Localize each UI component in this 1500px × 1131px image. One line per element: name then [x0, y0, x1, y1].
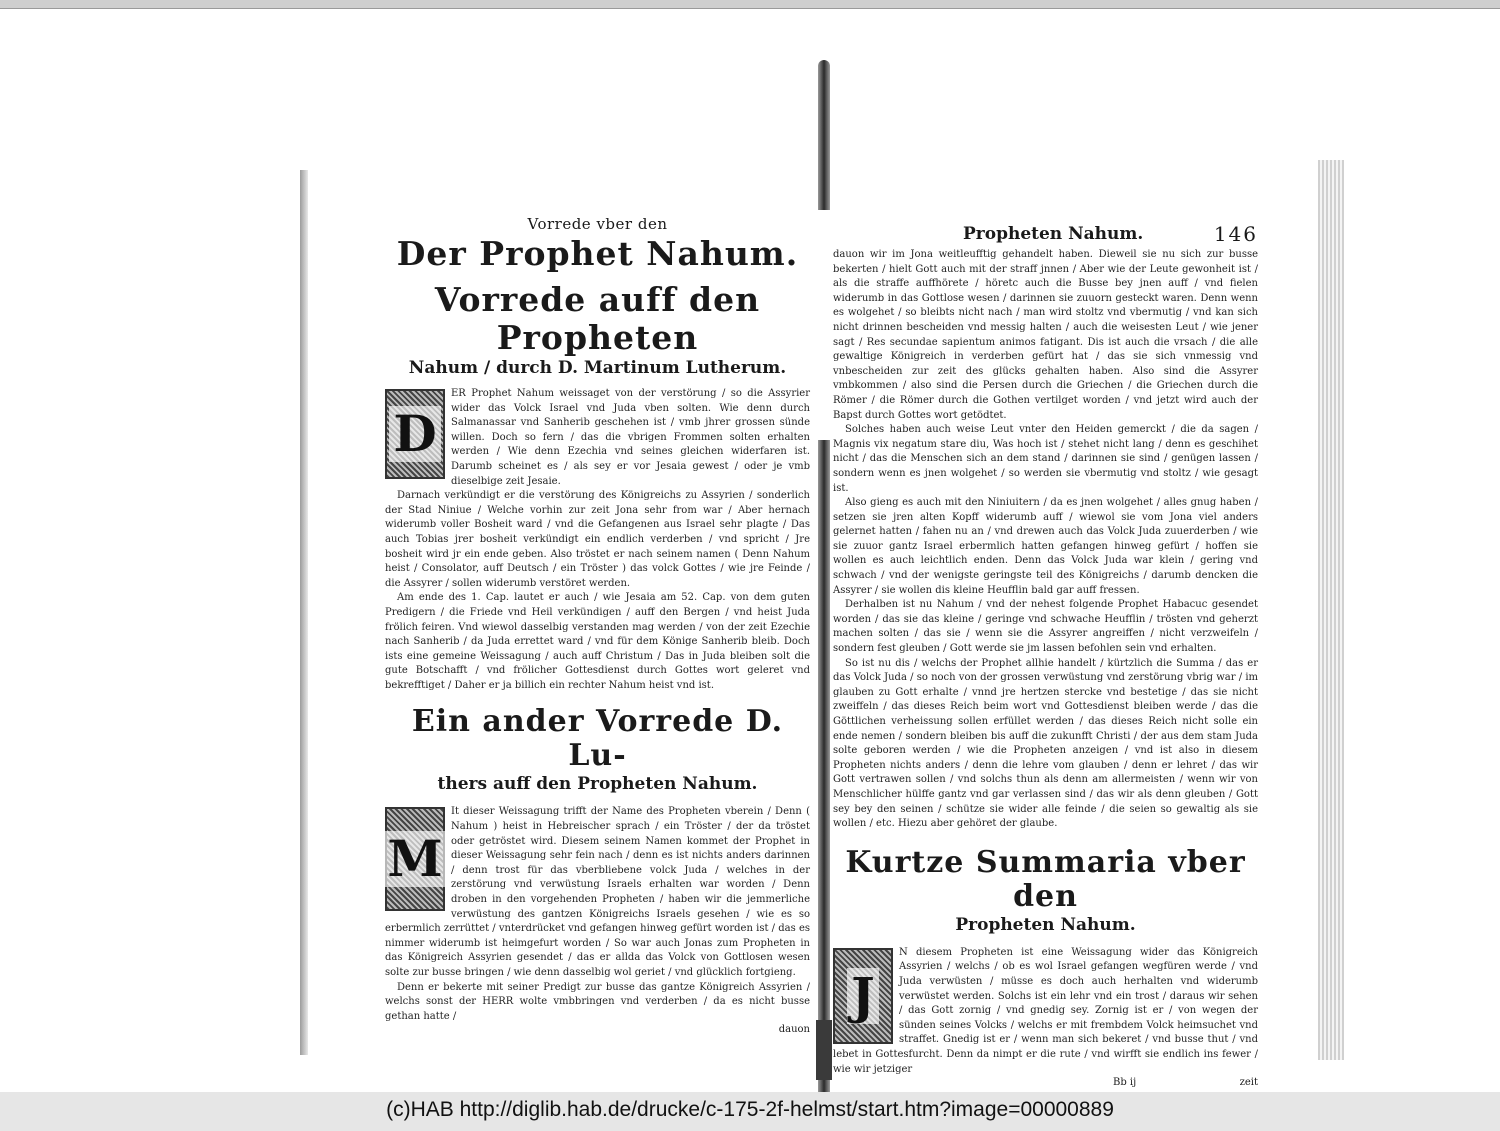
summary-text	[833, 946, 1258, 1077]
right-page	[833, 222, 1258, 1112]
catchword: zeit	[1239, 1077, 1258, 1089]
book-left-edge	[300, 170, 308, 1055]
section2-title: Ein ander Vorrede D. Lu-	[411, 704, 784, 774]
paragraph: Also gieng es auch mit den Niniuitern / da es jnen wolgehet / alles gnug haben / setzen sie jren alten Kopff widerumb auff / wiewol sie vom Jona viel anders gelernet hatten / fahen nu an / vnd drewen auch das Volck Juda zuuerderben / wie sie zuuor gantz Israel erbermlich hatten gefangen hinweg gefürt / hoffen sie wollen es auch leichtlich enden. Denn das Volck Juda war klein / gering vnd schwach / vnd der wenigste geringste teil des Königreichs / darumb dencken die Assyrer / sie wollen dis kleine Heufflin bald gar auff fressen.	[833, 497, 1258, 596]
right-text	[833, 248, 1258, 832]
section2-subtitle: thers auff den Propheten Nahum.	[437, 774, 758, 795]
paragraph: So ist nu dis / welchs der Prophet allhie handelt / kürtzlich die Summa / das er das Volck Juda / so noch von der grossen verwüstung vnd zerstörung vbrig war / im glauben zu Gott erhalte / vnnd jre hertzen stercke vnd bestetige / das sie nicht zweiffeln / das dieses Reich beim wort vnd Gottesdienst bleiben werde / das die Göttlichen verheissung sollen erfüllet werden / das dieses Reich nicht solle ein ende nemen / sondern bleiben bis auff die zukunfft Christi / der aus dem stam Juda solte geboren werden / wie die Propheten anzeigen / vnd ist also in diesem Propheten nichts anders / denn die lehre vom glauben / denn er lehret / das wir Gott vertrawen sollen / vnd solchs thun als denn am allermeisten / wenn wir von Menschlicher hülffe gantz vnd gar verlassen sind / das wir als denn gleuben / Gott sey bey den seinen / schütze sie wider alle feinde / die seien so gewaltig als sie wollen / etc. Hiezu aber gehöret der glaube.	[833, 657, 1258, 830]
section2-text	[385, 805, 810, 1024]
section1-title: Vorrede auff den Propheten	[434, 280, 761, 357]
scan-top-line	[0, 8, 1500, 9]
copyright-footer	[0, 1092, 1500, 1131]
pre-title: Vorrede vber den	[527, 215, 668, 233]
initial-letter: D	[389, 406, 440, 462]
paragraph: Denn er bekerte mit seiner Predigt zur busse das gantze Königreich Assyrien / welchs sonst der HERR wolte vmbbringen vnd verderben / da es nicht busse gethan hatte /	[385, 981, 810, 1022]
running-head: Propheten Nahum.	[963, 224, 1144, 244]
book-page-edges	[1318, 160, 1344, 1060]
paragraph: Derhalben ist nu Nahum / vnd der nehest folgende Prophet Habacuc gesendet worden / das sie das kleine / geringe vnd schwache Heufflin / trösten vnd geherzt machen solten / das sie / wenn sie die Assyrer angreiffen / nicht verzweifeln / sondern fest gleuben / Gott werde sie jm lassen befohlen sein vnd erhalten.	[833, 599, 1258, 655]
paragraph: Darnach verkündigt er die verstörung des Königreichs zu Assyrien / sonderlich der Stad Niniue / Welche vorhin zur zeit Jona sehr from war / Aber hernach widerumb voller Bosheit ward / vnd die Gefangenen aus Israel sehr plagte / Das auch Tobias jrer bosheit verkündigt ein endlich verderben / vnd spricht / Jre bosheit wird jr ein ende geben. Also tröstet er nach seinem namen ( Denn Nahum heist / Consolator, auff Deutsch / ein Tröster ) das volck Gottes / wie jre Feinde / die Assyrer / sollen widerumb verstöret werden.	[385, 490, 810, 589]
decorated-initial-m	[385, 807, 445, 911]
summary-subtitle: Propheten Nahum.	[955, 914, 1136, 935]
paragraph: It dieser Weissagung trifft der Name des Propheten vberein / Denn ( Nahum ) heist in Hebreischer sprach / ein Tröster / der da tröstet oder getröstet wird. Diesem seinem Namen kommet der Prophet in dieser Weissagung sehr fein nach / denn es ist nichts anders darinnen / denn trost für das vberbliebene volck Juda / welches in der zerstörung vnd verwüstung Israels erhalten war worden / Denn droben in den vorgehenden Propheten / haben wir die jemmerliche verwüstung des gantzen Königreichs Israels gesehen / wie es so erbermlich zerrüttet / vnterdrücket vnd gefangen hinweg gefürt worden ist / das es nimmer widerumb ist heimgefurt worden / So war auch Jonas zum Propheten in das Königreich Assyrien gesendet / das er allda das Volck von Gottlosen wesen solte zur busse bringen / wie denn dasselbig wol geriet / vnd glücklich fortgieng.	[385, 806, 810, 978]
left-page	[385, 215, 810, 1105]
paragraph: ER Prophet Nahum weissaget von der verstörung / so die Assyrier wider das Volck Israel vnd Juda vben solten. Wie denn durch Salmanassar vnd Sanherib geschehen ist / vmb jhrer grossen sünde willen. Doch so fern / das die vbrigen Frommen solten erhalten werden / Wie denn Ezechia vnd seines gleichen widerfaren ist. Darumb scheinet es / als sey er vor Jesaia gewest / oder je vmb dieselbige zeit Jesaie.	[451, 388, 810, 487]
copyright-text: (c)HAB http://diglib.hab.de/drucke/c-175-2f-helmst/start.htm?image=00000889	[386, 1098, 1114, 1121]
initial-letter: M	[383, 831, 446, 887]
section1-text	[385, 387, 810, 693]
paragraph: dauon wir im Jona weitleufftig gehandelt haben. Dieweil sie nu sich zur busse bekerten / hielt Gott auch mit der straff jnnen / Aber wie der Leute gewonheit ist / als die straffe auffhörete / höretc auch die Busse bey jnen auff / vnd fielen widerumb in das Gottlose wesen / darinnen sie zuuorn gesteckt waren. Denn wenn es wolgehet / so bleibts nicht nach / man wird stoltz vnd vbermutig / vnd kan sich nicht drinnen bescheiden vnd messig halten / auch die weisesten Leut / wie jener sagt / Res secundae sapientum animos fatigant. Dis ist auch die vrsach / die alle gewaltige Königreich in verderben gefürt hat / das sie sich vnmessig vnd vnbescheiden zur zeit des glücks gehalten haben. Also sind die Assyrer vmbkommen / also sind die Persen durch die Griechen / die Griechen durch die Römer / die Römer durch die Gothen vertilget worden / vnd jetzt wird auch der Bapst durch Gottes wort getödtet.	[833, 249, 1258, 421]
catchword: dauon	[778, 1024, 810, 1036]
paragraph: Solches haben auch weise Leut vnter den Heiden gemerckt / die da sagen / Magnis vix negatum stare diu, Was hoch ist / stehet nicht lang / denn es geschihet nicht / das die Menschen sich an dem stand / darinnen sie sind / genügen lassen / sondern wenn es jnen wolgehet / so werden sie vbermutig vnd stoltz / wie gesagt ist.	[833, 424, 1258, 494]
page-footer-line	[833, 1077, 1258, 1093]
signature-mark: Bb ij	[1113, 1077, 1137, 1089]
gutter-dark	[816, 1020, 832, 1080]
gutter-light	[814, 210, 834, 440]
paragraph: N diesem Propheten ist eine Weissagung wider das Königreich Assyrien / welchs / ob es wol Israel gefangen wegfüren werde / vnd Juda verwüsten / müsse es doch auch herhalten vnd widerumb verwüstet werden. Solchs ist ein lehr vnd ein trost / daraus wir sehen / das Gott zornig / vnd gnedig sey. Zornig ist er / von wegen der sünden seines Volcks / welchs er mit frembdem Volck heimsuchet vnd straffet. Gnedig ist er / wenn man sich bekeret / vnd busse thut / vnd lebet in Gottesfurcht. Denn da nimpt er die rute / vnd wirfft sie endlich ins fewer / wie wir jetziger	[833, 946, 1258, 1075]
decorated-initial-d	[385, 389, 445, 479]
page-number: 146	[1213, 222, 1258, 246]
initial-letter: J	[847, 968, 879, 1024]
section1-subtitle: Nahum / durch D. Martinum Lutherum.	[408, 358, 787, 378]
scan-top-edge	[0, 0, 1500, 8]
paragraph: Am ende des 1. Cap. lautet er auch / wie Jesaia am 52. Cap. von dem guten Predigern / die Friede vnd Heil verkündigen / auff den Bergen / vnd heist Juda frölich feiren. Vnd wiewol dasselbig verstanden mag werden / von der zeit Ezechie nach Sanherib / da Juda errettet ward / vnd für dem Könige Sanherib bleib. Doch ists eine gemeine Weissagung / auch auff Christum / Das in Juda bleiben solt die gute Botschafft / vnd frölicher Gottesdienst durch Gottes wort geleret vnd bekrefftiget / Daher er ja billich ein rechter Nahum heist vnd ist.	[385, 592, 810, 691]
running-header	[833, 222, 1258, 248]
summary-title: Kurtze Summaria vber den	[845, 844, 1246, 914]
decorated-initial-j	[833, 948, 893, 1044]
book-title: Der Prophet Nahum.	[396, 234, 799, 273]
